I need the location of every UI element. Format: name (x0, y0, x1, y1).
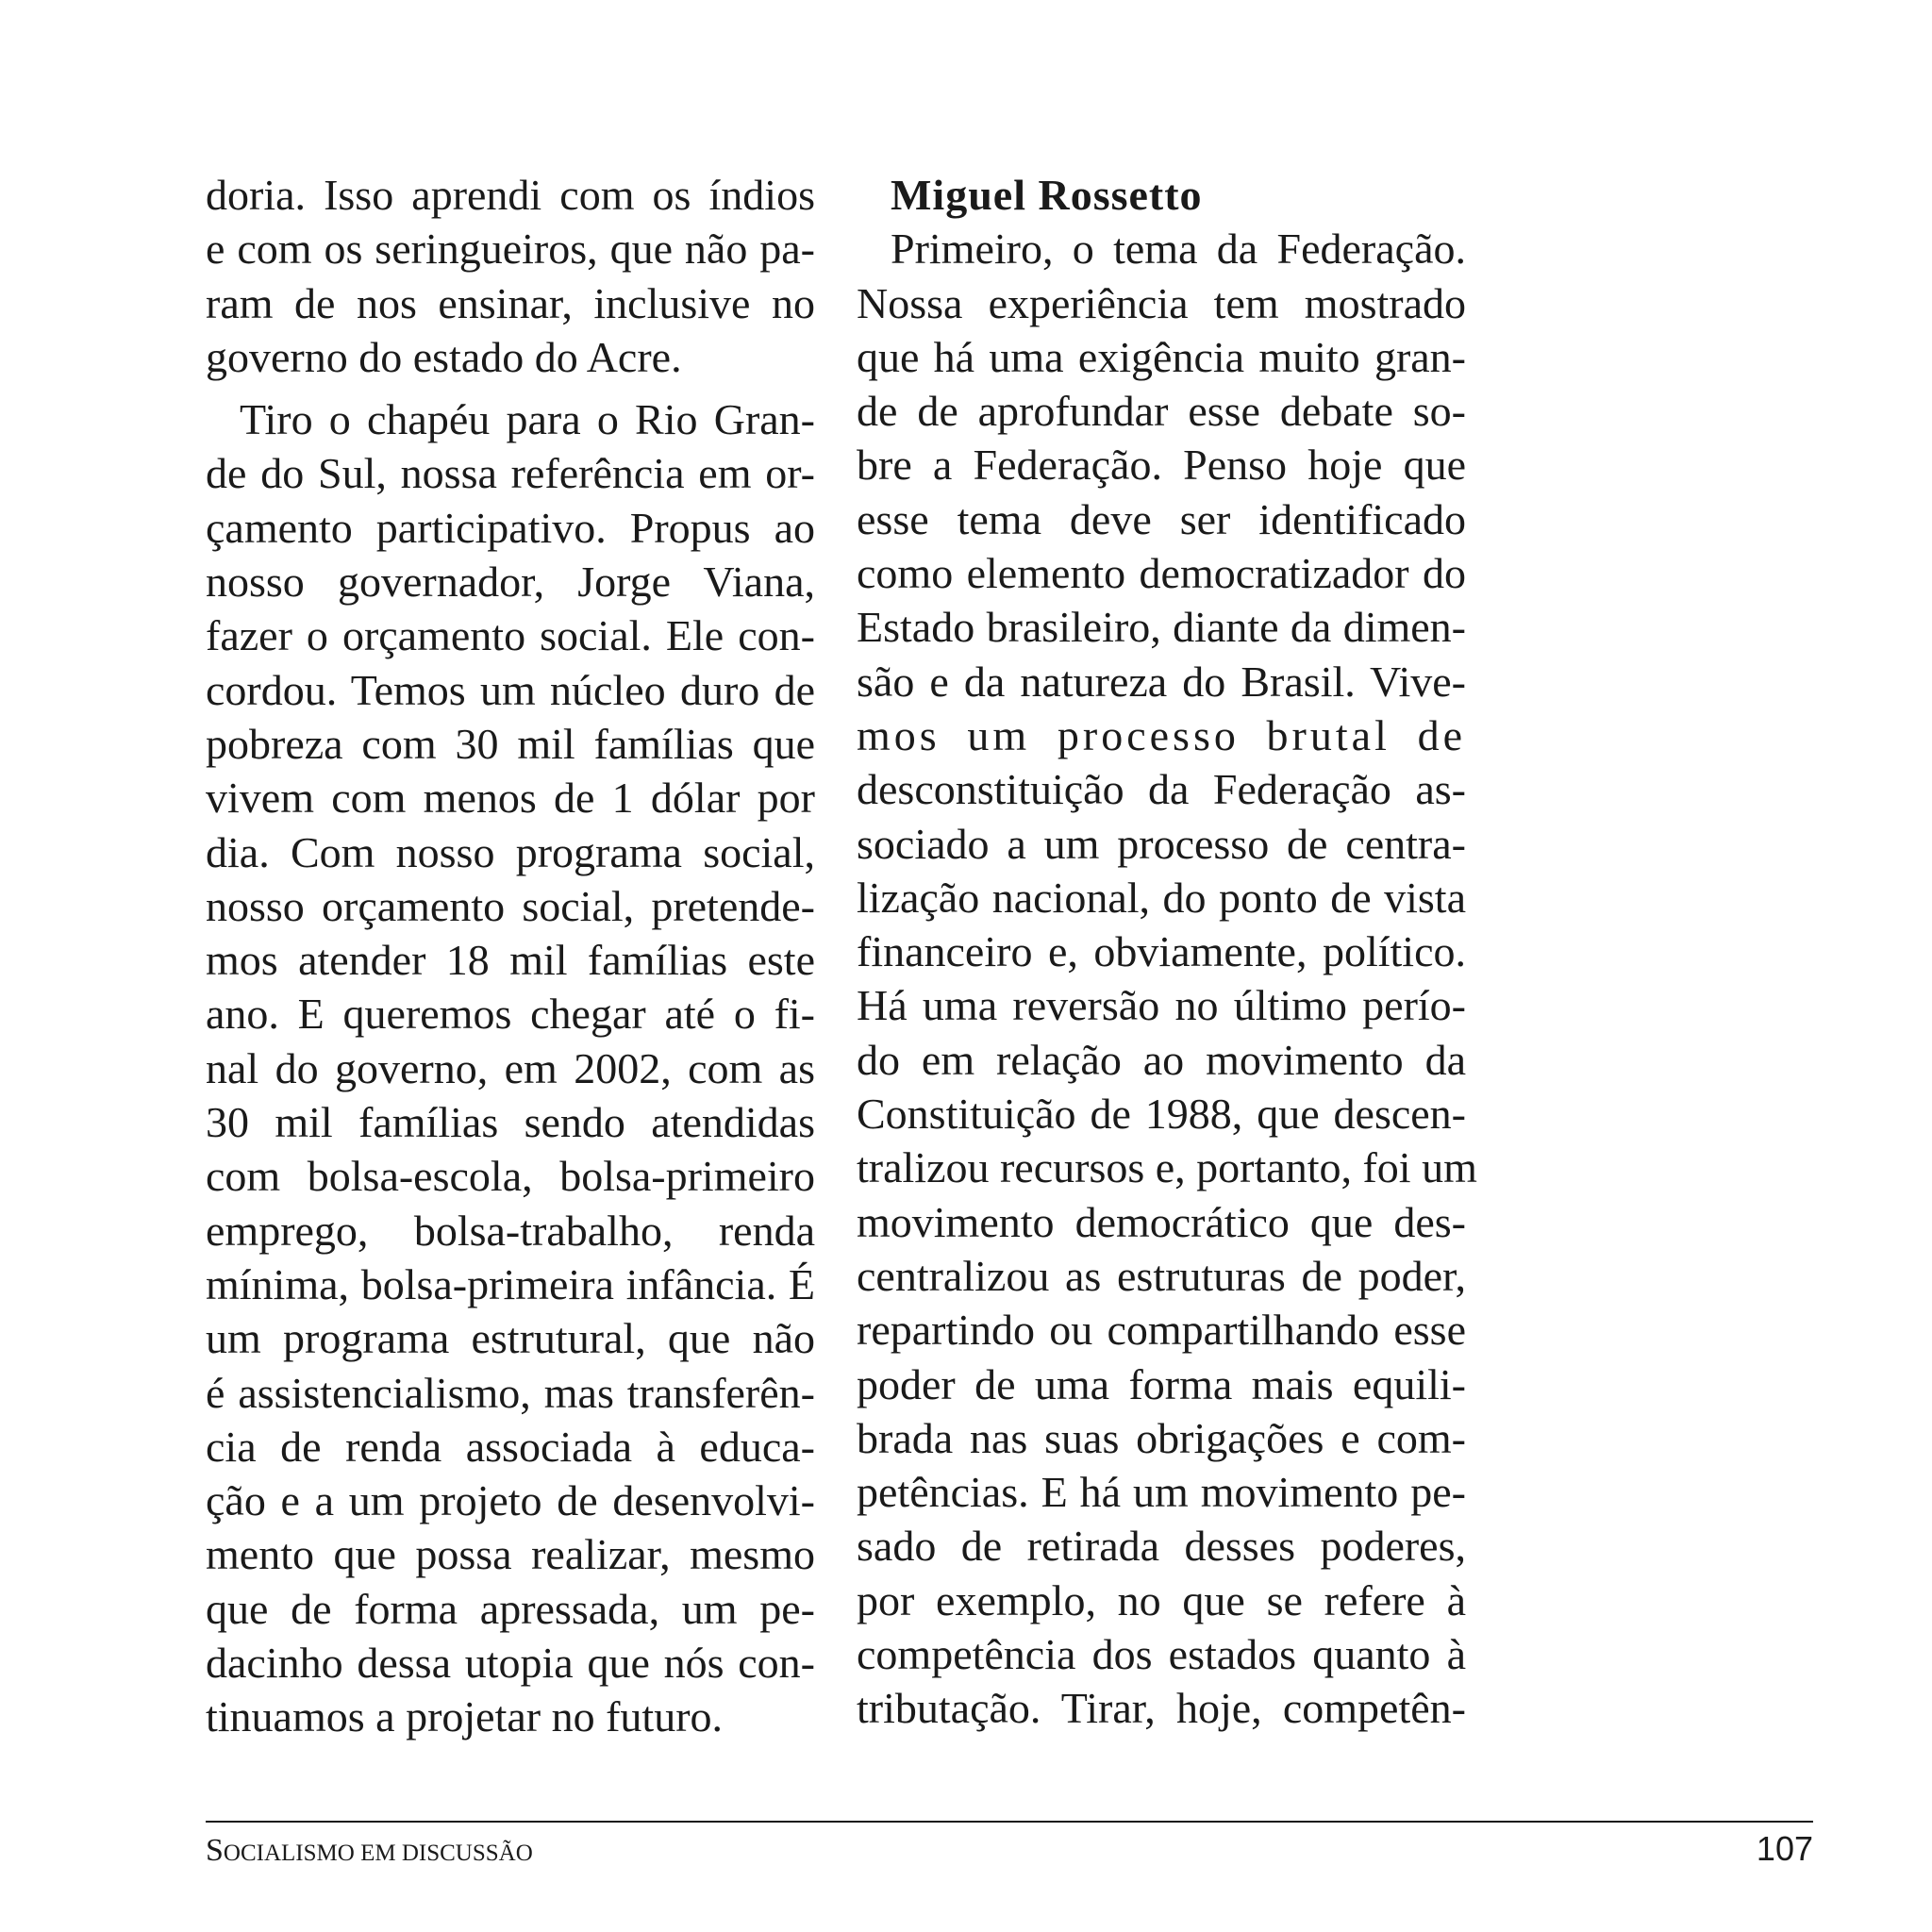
text-line: pobreza com 30 mil famílias que (206, 719, 815, 768)
text-line: repartindo ou compartilhando esse (857, 1306, 1466, 1355)
text-line: Nossa experiência tem mostrado (857, 278, 1466, 327)
text-line: brada nas suas obrigações e com- (857, 1413, 1466, 1462)
text-line: nosso orçamento social, pretende- (206, 881, 815, 930)
left-column (206, 168, 815, 1744)
text-line: emprego, bolsa-trabalho, renda (206, 1206, 815, 1255)
text-line: cordou. Temos um núcleo duro de (206, 665, 815, 714)
text-line: mos um processo brutal de (857, 710, 1466, 759)
page-number: 107 (1756, 1829, 1813, 1868)
text-line: doria. Isso aprendi com os índios (206, 171, 815, 219)
text-line: mínima, bolsa-primeira infância. É (206, 1259, 815, 1308)
text-line: Primeiro, o tema da Federação. (891, 225, 1466, 274)
text-line: e com os seringueiros, que não pa- (206, 225, 815, 274)
text-line: vivem com menos de 1 dólar por (206, 774, 815, 823)
running-title (206, 1832, 533, 1873)
text-line: é assistencialismo, mas transferên- (206, 1368, 815, 1417)
text-line: dia. Com nosso programa social, (206, 827, 815, 876)
running-title-rest: OCIALISMO EM DISCUSSÃO (223, 1840, 533, 1866)
running-title-initial: S (206, 1833, 224, 1868)
text-line: tralizou recursos e, portanto, foi um (857, 1143, 1477, 1192)
text-line: poder de uma forma mais equili- (857, 1359, 1466, 1408)
text-line: fazer o orçamento social. Ele con- (206, 611, 815, 660)
text-line: 30 mil famílias sendo atendidas (206, 1098, 815, 1147)
text-line: de do Sul, nossa referência em or- (206, 449, 815, 498)
text-line: de de aprofundar esse debate so- (857, 387, 1466, 436)
paragraph (206, 168, 815, 384)
footer-divider (206, 1821, 1813, 1823)
text-line: com bolsa-escola, bolsa-primeiro (206, 1152, 815, 1201)
text-line: que há uma exigência muito gran- (857, 332, 1466, 381)
text-line: nosso governador, Jorge Viana, (206, 558, 815, 607)
text-line: são e da natureza do Brasil. Vive- (857, 657, 1466, 706)
text-line: financeiro e, obviamente, político. (857, 927, 1466, 976)
text-line: sado de retirada desses poderes, (857, 1522, 1466, 1571)
text-line: centralizou as estruturas de poder, (857, 1251, 1466, 1300)
text-line: um programa estrutural, que não (206, 1314, 815, 1363)
text-line: petências. E há um movimento pe- (857, 1468, 1466, 1517)
text-line: tributação. Tirar, hoje, competên- (857, 1684, 1466, 1733)
text-line: ção e a um projeto de desenvolvi- (206, 1476, 815, 1525)
text-line: do em relação ao movimento da (857, 1035, 1466, 1084)
text-line: movimento democrático que des- (857, 1197, 1466, 1246)
right-column (857, 168, 1477, 1736)
text-line: esse tema deve ser identificado (857, 494, 1466, 543)
text-line: Estado brasileiro, diante da dimen- (857, 603, 1466, 652)
text-line: desconstituição da Federação as- (857, 765, 1466, 814)
text-line: ram de nos ensinar, inclusive no (206, 278, 815, 327)
text-line: cia de renda associada à educa- (206, 1422, 815, 1471)
text-line: ano. E queremos chegar até o fi- (206, 990, 815, 1039)
text-line: nal do governo, em 2002, com as (206, 1043, 815, 1092)
text-line: tinuamos a projetar no futuro. (206, 1692, 724, 1741)
paragraph-gap (206, 384, 815, 392)
speaker-heading: Miguel Rossetto (891, 171, 1203, 219)
paragraph (857, 222, 1477, 1735)
text-line: bre a Federação. Penso hoje que (857, 441, 1466, 490)
text-line: por exemplo, no que se refere à (857, 1575, 1466, 1624)
paragraph (206, 392, 815, 1743)
text-line: Constituição de 1988, que descen- (857, 1090, 1466, 1139)
text-line: mos atender 18 mil famílias este (206, 936, 815, 985)
text-line: como elemento democratizador do (857, 549, 1466, 598)
text-line: çamento participativo. Propus ao (206, 503, 815, 552)
text-line: competência dos estados quanto à (857, 1630, 1466, 1679)
text-line: Há uma reversão no último perío- (857, 981, 1466, 1030)
text-line: governo do estado do Acre. (206, 332, 682, 381)
text-line: dacinho dessa utopia que nós con- (206, 1639, 815, 1688)
text-line: Tiro o chapéu para o Rio Gran- (240, 395, 815, 444)
text-line: que de forma apressada, um pe- (206, 1584, 815, 1633)
text-line: sociado a um processo de centra- (857, 819, 1466, 868)
text-line: mento que possa realizar, mesmo (206, 1530, 815, 1579)
text-line: lização nacional, do ponto de vista (857, 873, 1466, 922)
